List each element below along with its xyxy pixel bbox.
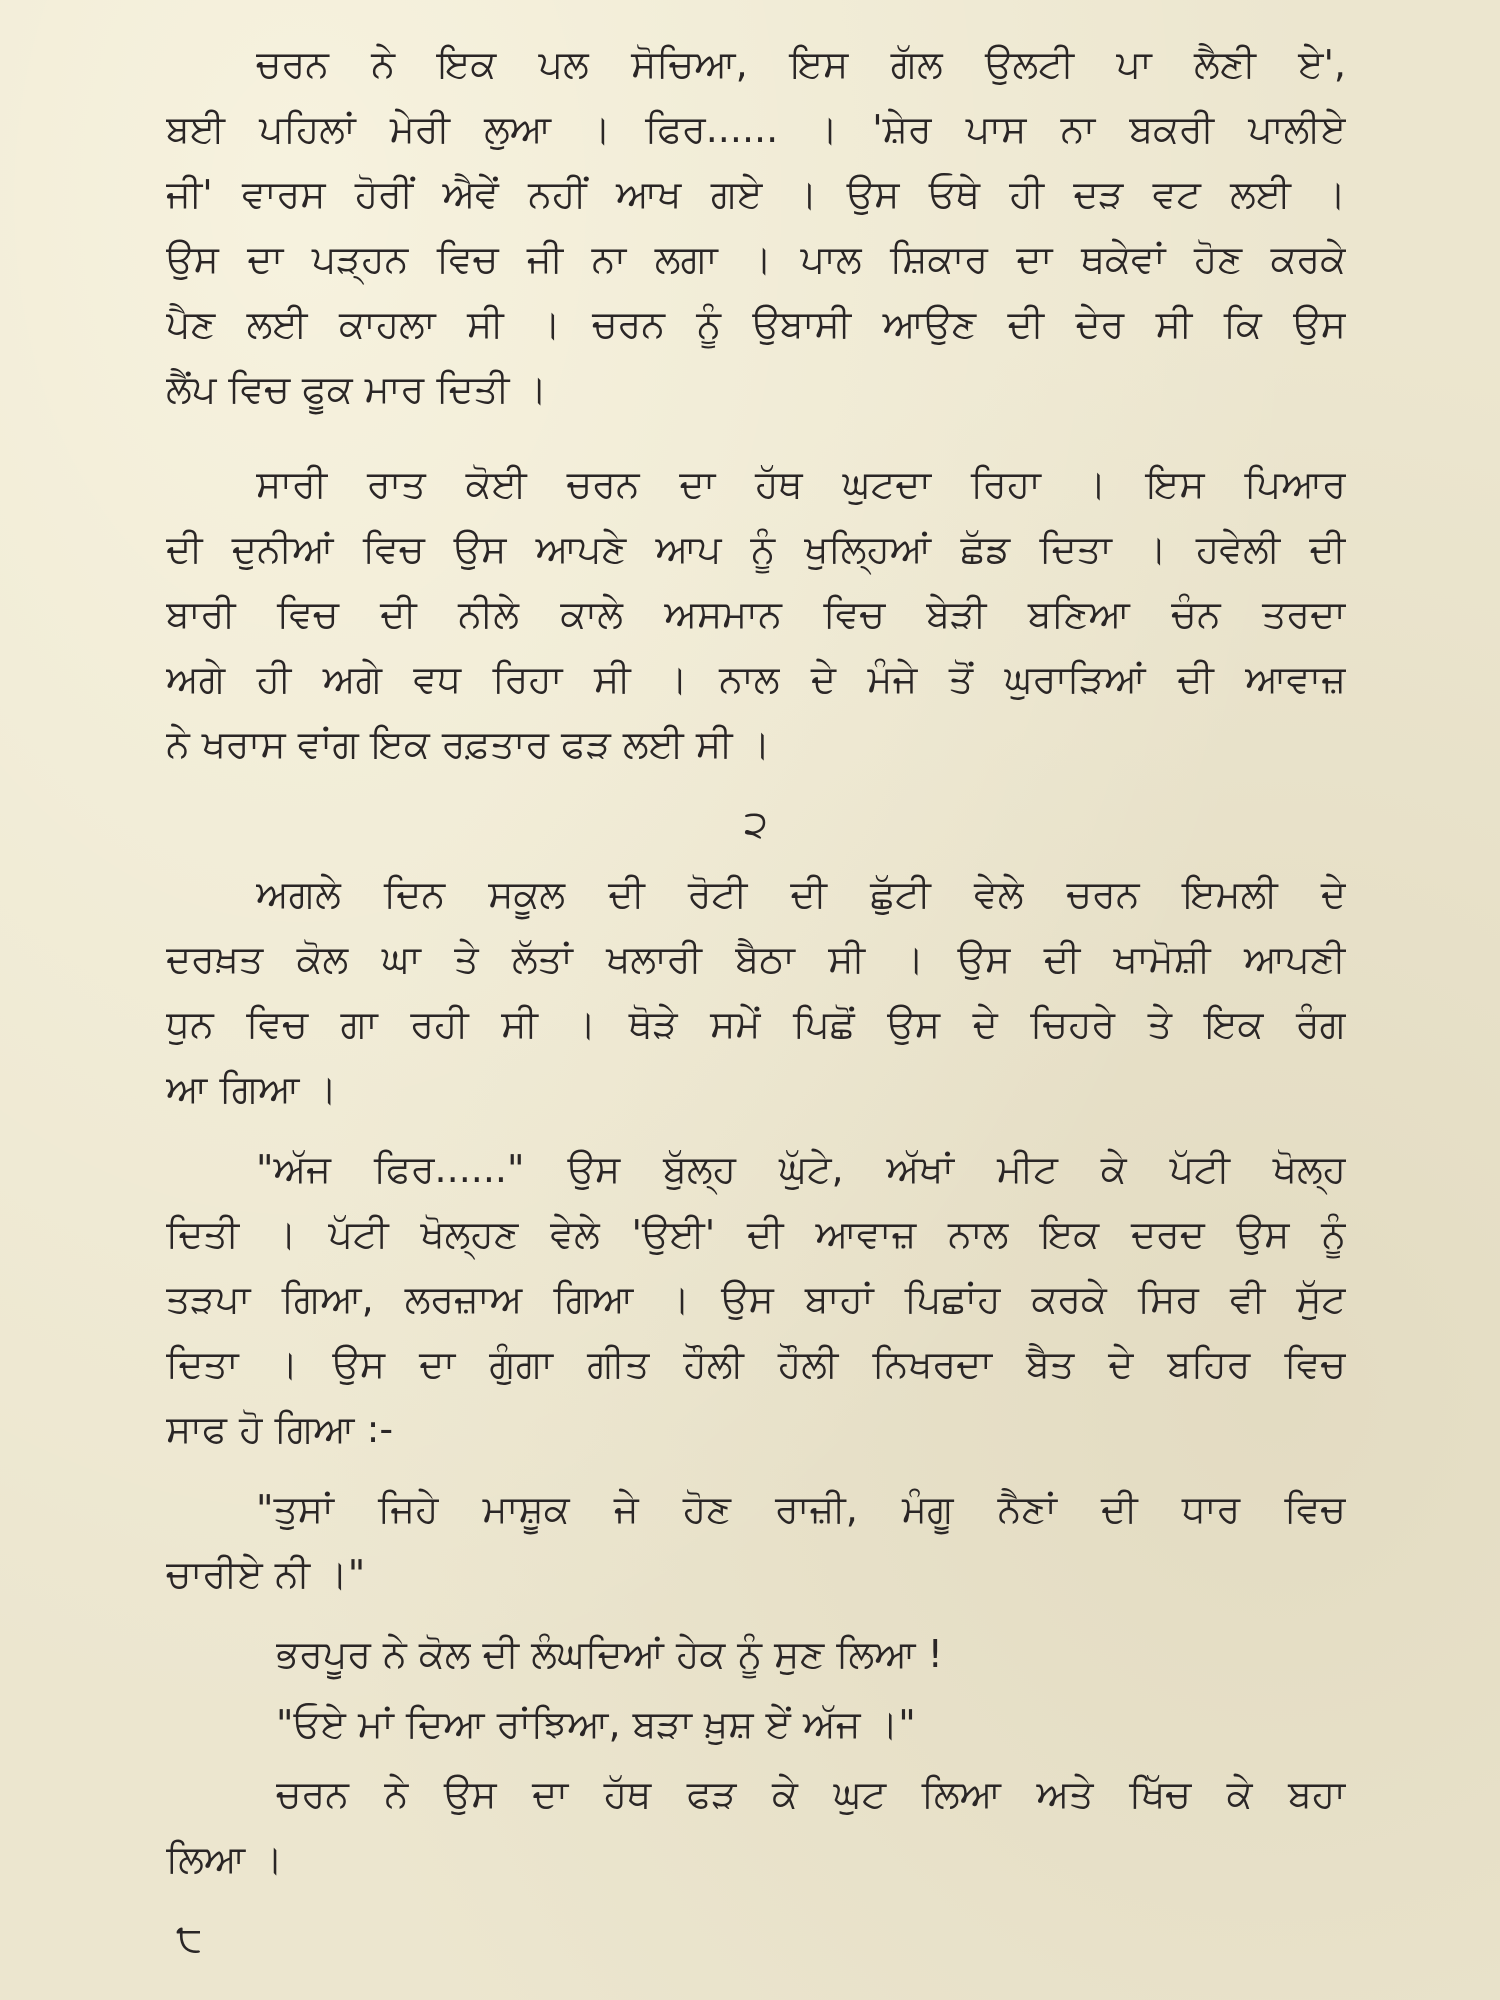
text-line: ਦਿਤੀ । ਪੱਟੀ ਖੋਲ੍ਹਣ ਵੇਲੇ 'ਉਈ' ਦੀ ਆਵਾਜ਼ ਨਾਲ ਇਕ ਦਰਦ ਉਸ ਨੂੰ: [166, 1212, 1346, 1256]
text-line: ਸਾਰੀ ਰਾਤ ਕੋਈ ਚਰਨ ਦਾ ਹੱਥ ਘੁਟਦਾ ਰਿਹਾ । ਇਸ ਪਿਆਰ: [256, 462, 1346, 506]
text-line: ਤੜਪਾ ਗਿਆ, ਲਰਜ਼ਾਅ ਗਿਆ । ਉਸ ਬਾਹਾਂ ਪਿਛਾਂਹ ਕਰਕੇ ਸਿਰ ਵੀ ਸੁੱਟ: [166, 1277, 1346, 1321]
text-line: ਉਸ ਦਾ ਪੜ੍ਹਨ ਵਿਚ ਜੀ ਨਾ ਲਗਾ । ਪਾਲ ਸ਼ਿਕਾਰ ਦਾ ਥਕੇਵਾਂ ਹੋਣ ਕਰਕੇ: [166, 237, 1346, 281]
text-line: "ਅੱਜ ਫਿਰ......" ਉਸ ਬੁੱਲ੍ਹ ਘੁੱਟੇ, ਅੱਖਾਂ ਮੀਟ ਕੇ ਪੱਟੀ ਖੋਲ੍ਹ: [256, 1147, 1346, 1191]
text-line: ਦਰਖ਼ਤ ਕੋਲ ਘਾ ਤੇ ਲੱਤਾਂ ਖਲਾਰੀ ਬੈਠਾ ਸੀ । ਉਸ ਦੀ ਖਾਮੋਸ਼ੀ ਆਪਣੀ: [166, 937, 1346, 981]
text-line: ਲੈਂਪ ਵਿਚ ਫੂਕ ਮਾਰ ਦਿਤੀ ।: [166, 367, 548, 411]
text-line: ਆ ਗਿਆ ।: [166, 1067, 338, 1111]
text-line: ਜੀ' ਵਾਰਸ ਹੋਰੀਂ ਐਵੇਂ ਨਹੀਂ ਆਖ ਗਏ । ਉਸ ਓਥੇ ਹੀ ਦੜ ਵਟ ਲਈ ।: [166, 172, 1346, 216]
text-line: ਅਗੇ ਹੀ ਅਗੇ ਵਧ ਰਿਹਾ ਸੀ । ਨਾਲ ਦੇ ਮੰਜੇ ਤੋਂ ਘੁਰਾੜਿਆਂ ਦੀ ਆਵਾਜ਼: [166, 657, 1346, 701]
verse-line: "ਤੁਸਾਂ ਜਿਹੇ ਮਾਸ਼ੂਕ ਜੇ ਹੋਣ ਰਾਜ਼ੀ, ਮੰਗੂ ਨੈਣਾਂ ਦੀ ਧਾਰ ਵਿਚ: [256, 1487, 1346, 1531]
text-line: ਨੇ ਖਰਾਸ ਵਾਂਗ ਇਕ ਰਫ਼ਤਾਰ ਫੜ ਲਈ ਸੀ ।: [166, 722, 771, 766]
text-line: ਬਈ ਪਹਿਲਾਂ ਮੇਰੀ ਲੁਆ । ਫਿਰ...... । 'ਸ਼ੇਰ ਪਾਸ ਨਾ ਬਕਰੀ ਪਾਲੀਏ: [166, 107, 1346, 151]
text-line: ਸਾਫ ਹੋ ਗਿਆ :-: [166, 1407, 394, 1451]
text-line: ਪੈਣ ਲਈ ਕਾਹਲਾ ਸੀ । ਚਰਨ ਨੂੰ ਉਬਾਸੀ ਆਉਣ ਦੀ ਦੇਰ ਸੀ ਕਿ ਉਸ: [166, 302, 1346, 346]
text-line: ਦੀ ਦੁਨੀਆਂ ਵਿਚ ਉਸ ਆਪਣੇ ਆਪ ਨੂੰ ਖੁਲ੍ਹਿਆਂ ਛੱਡ ਦਿਤਾ । ਹਵੇਲੀ ਦੀ: [166, 527, 1346, 571]
text-line: ਦਿਤਾ । ਉਸ ਦਾ ਗੁੰਗਾ ਗੀਤ ਹੌਲੀ ਹੌਲੀ ਨਿਖਰਦਾ ਬੈਤ ਦੇ ਬਹਿਰ ਵਿਚ: [166, 1342, 1346, 1386]
text-line: ਚਰਨ ਨੇ ਇਕ ਪਲ ਸੋਚਿਆ, ਇਸ ਗੱਲ ਉਲਟੀ ਪਾ ਲੈਣੀ ਏ',: [256, 42, 1346, 86]
text-line: ਬਾਰੀ ਵਿਚ ਦੀ ਨੀਲੇ ਕਾਲੇ ਅਸਮਾਨ ਵਿਚ ਬੇੜੀ ਬਣਿਆ ਚੰਨ ਤਰਦਾ: [166, 592, 1346, 636]
text-line: ਲਿਆ ।: [166, 1837, 283, 1881]
page-number: ੮: [176, 1915, 203, 1961]
verse-line: ਚਾਰੀਏ ਨੀ ।": [166, 1552, 366, 1596]
section-number: ੨: [744, 802, 768, 846]
text-line: "ਓਏ ਮਾਂ ਦਿਆ ਰਾਂਝਿਆ, ਬੜਾ ਖ਼ੁਸ਼ ਏਂ ਅੱਜ ।": [276, 1702, 916, 1746]
text-line: ਧੁਨ ਵਿਚ ਗਾ ਰਹੀ ਸੀ । ਥੋੜੇ ਸਮੇਂ ਪਿਛੋਂ ਉਸ ਦੇ ਚਿਹਰੇ ਤੇ ਇਕ ਰੰਗ: [166, 1002, 1346, 1046]
text-line: ਅਗਲੇ ਦਿਨ ਸਕੂਲ ਦੀ ਰੋਟੀ ਦੀ ਛੁੱਟੀ ਵੇਲੇ ਚਰਨ ਇਮਲੀ ਦੇ: [256, 872, 1346, 916]
text-line: ਚਰਨ ਨੇ ਉਸ ਦਾ ਹੱਥ ਫੜ ਕੇ ਘੁਟ ਲਿਆ ਅਤੇ ਖਿੱਚ ਕੇ ਬਹਾ: [276, 1772, 1346, 1816]
text-line: ਭਰਪੂਰ ਨੇ ਕੋਲ ਦੀ ਲੰਘਦਿਆਂ ਹੇਕ ਨੂੰ ਸੁਣ ਲਿਆ !: [276, 1632, 943, 1676]
